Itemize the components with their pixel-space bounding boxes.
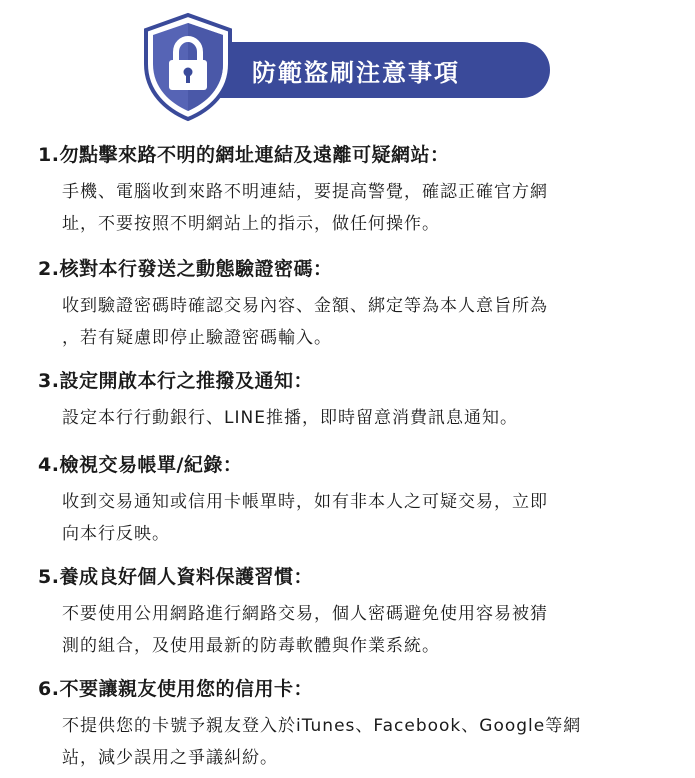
title-banner [210, 42, 550, 98]
item-line: 收到交易通知或信用卡帳單時，如有非本人之可疑交易，立即 [62, 492, 548, 512]
item-title: 2.核對本行發送之動態驗證密碼： [38, 258, 333, 280]
item-title: 3.設定開啟本行之推撥及通知： [38, 370, 313, 392]
item-line: 設定本行行動銀行、LINE推播，即時留意消費訊息通知。 [62, 408, 518, 428]
item-body [62, 290, 672, 354]
header [140, 12, 560, 122]
item-line: 向本行反映。 [62, 524, 170, 544]
item-line: 不要使用公用網路進行網路交易，個人密碼避免使用容易被猜 [62, 604, 548, 624]
item-body [62, 710, 672, 774]
item-line: ，若有疑慮即停止驗證密碼輸入。 [62, 328, 332, 348]
item-line: 不提供您的卡號予親友登入於iTunes、Facebook、Google等網 [62, 716, 582, 736]
item-line: 站，減少誤用之爭議糾紛。 [62, 748, 278, 768]
item-title: 6.不要讓親友使用您的信用卡： [38, 678, 313, 700]
item-body [62, 176, 672, 240]
item-line: 址，不要按照不明網站上的指示，做任何操作。 [62, 214, 440, 234]
item-title: 4.檢視交易帳單/紀錄： [38, 454, 243, 476]
shield-lock-icon [140, 12, 236, 122]
item-title: 5.養成良好個人資料保護習慣： [38, 566, 313, 588]
item-body [62, 402, 672, 434]
item-line: 測的組合，及使用最新的防毒軟體與作業系統。 [62, 636, 440, 656]
item-body [62, 486, 672, 550]
item-title: 1.勿點擊來路不明的網址連結及遠離可疑網站： [38, 144, 450, 166]
item-line: 手機、電腦收到來路不明連結，要提高警覺，確認正確官方網 [62, 182, 548, 202]
item-line: 收到驗證密碼時確認交易內容、金額、綁定等為本人意旨所為 [62, 296, 548, 316]
item-body [62, 598, 672, 662]
page-title: 防範盜刷注意事項 [252, 58, 460, 87]
